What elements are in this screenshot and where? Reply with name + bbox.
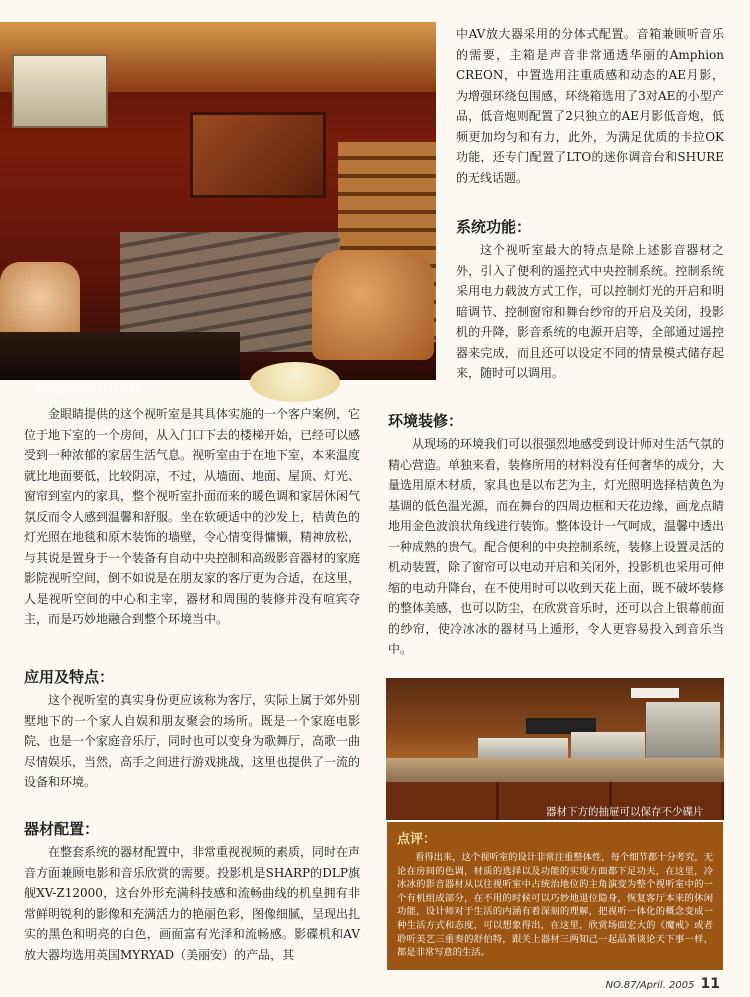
- power-outlet: [631, 688, 679, 698]
- armchair: [312, 250, 434, 360]
- section-application: [24, 666, 360, 793]
- section-environment: [388, 410, 724, 660]
- system-text: 这个视听室最大的特点是除上述影音器材之外，引入了便利的遥控式中央控制系统。控制系统采用电力载波方式工作，可以控制灯光的开启和明暗调节、控制窗帘和舞台纱帘的开启及关闭，投影机的升降，影音系统的电源开启等，全部通过遥控器来完成，而且还可以设定不同的情景模式储存起来，随时可以调用。: [456, 243, 724, 380]
- equipment-photo: [386, 678, 724, 820]
- section-intro: [24, 404, 360, 630]
- projector-mount: [12, 54, 108, 128]
- page-footer: [606, 976, 720, 992]
- intro-text: 金眼睛提供的这个视听室是其具体实施的一个客户案例，它位于地下室的一个房间，从入门口下去的楼梯开始，已经可以感受到一种浓郁的家居生活气息。视听室由于在地下室，本来温度就比地面要低，比较阴凉，不过，从墙面、地面、屋顶、灯光、窗帘到室内的家具，整个视听室扑面而来的暖色调和家居休闲气氛反而令人感到温馨和舒服。坐在软硬适中的沙发上，桔黄色的灯光照在地毯和原木装饰的墙壁，令心情变得慵懒，精神放松，与其说是置身于一个装备有自动中央控制和高级影音器材的家庭影院视听空间，倒不如说是在朋友家的客厅更为合适，在这里，人是视听空间的中心和主宰，器材和周围的装修并没有喧宾夺主，而是巧妙地融合到整个环境当中。: [24, 407, 361, 626]
- home-theater-photo: [0, 22, 436, 396]
- section-equipment: [24, 818, 360, 965]
- ottoman: [250, 362, 340, 402]
- comment-text: 看得出来，这个视听室的设计非常注重整体性，每个细节都十分考究，无论在房间的色调，材质的选择以及功能的实现方面都下足功夫，在这里，冷冰冰的影音器材从以往视听室中占统治地位的主角演变为整个视听室中的一个有机组成部分，在不用的时候可以巧妙地退位隐身，恢复客厅本来的休闲功能，设计师对于生活的内涵有着深刻的理解，把视听一体化的概念变成一种生活方式和态度，可以想象得出，在这里，欣赏场面宏大的《魔戒》或者聆听美艺三重奏的舒伯特，跟关上器材三两知己一起品茶谈论天下事一样，都是非常写意的生活。: [397, 852, 713, 959]
- environment-heading: 环境装修：: [388, 412, 464, 430]
- equipment-text: 在整套系统的器材配置中，非常重视视频的素质，同时在声音方面兼顾电影和音乐欣赏的需要。投影机是SHARP的DLP旗舰XV-Z12000，这台外形充满科技感和流畅曲线的机皇拥有非常鲜明锐利的影像和充满活力的艳丽色彩，图像细腻，呈现出扎实的黑色和明亮的白色，画面富有光泽和流畅感。影碟机和AV放大器均选用英国MYRYAD（美丽安）的产品，其: [24, 845, 361, 962]
- counter-top: [386, 758, 724, 782]
- page-number: 11: [700, 976, 720, 992]
- comment-title: 点评：: [397, 832, 437, 847]
- wall-panel: [190, 112, 326, 198]
- issue-label: NO.87/April. 2005: [605, 980, 695, 991]
- av-amplifier: [571, 732, 645, 760]
- photo2-caption: 器材下方的抽屉可以保存不少碟片: [546, 806, 704, 818]
- photo1-caption: 投影机吊架可以电动升降: [24, 384, 140, 396]
- section-system: [456, 216, 724, 384]
- equipment-continued-text: 中AV放大器采用的分体式配置。音箱兼顾听音乐的需要，主箱是声音非常通透华丽的Amphion CREON，中置选用注重质感和动态的AE月影，为增强环绕包围感，环绕箱选用了3对AE的小型产品，低音炮则配置了2只独立的AE月影低音炮，低频更加均匀和有力，此外，为满足优质的卡拉OK功能，还专门配置了LTO的迷你调音台和SHURE的无线话题。: [456, 27, 724, 185]
- application-heading: 应用及特点：: [24, 668, 115, 686]
- dvd-player: [478, 738, 568, 760]
- glass-table: [0, 332, 240, 380]
- application-text: 这个视听室的真实身份更应该称为客厅，实际上属于郊外别墅地下的一个家人自娱和朋友聚会的场所。既是一个家庭电影院、也是一个家庭音乐厅，同时也可以变身为歌舞厅，高歌一曲尽情娱乐，当然，高手之间进行游戏挑战，这里也提供了一流的设备和环境。: [24, 693, 361, 789]
- power-amplifier: [646, 702, 720, 760]
- equipment-heading: 器材配置：: [24, 820, 100, 838]
- equipment-continued: [456, 24, 724, 188]
- comment-box: [387, 822, 723, 970]
- system-heading: 系统功能：: [456, 218, 532, 236]
- environment-text: 从现场的环境我们可以很强烈地感受到设计师对生活气氛的精心营造。单独来看，装修所用的材料没有任何奢华的成分，大量选用原木材质，家具也是以布艺为主，灯光照明选择桔黄色为基调的低色温光源，而在舞台的四周边框和天花边缘，画龙点睛地用金色波浪状角线进行装饰。整体设计一气呵成，温馨中透出一种成熟的贵气。配合便利的中央控制系统，装修上设置灵活的机动装置，除了窗帘可以电动开启和关闭外，投影机也采用可伸缩的电动升降台，在不使用时可以收到天花上面，既不破坏装修的整体美感，也可以防尘，在欣赏音乐时，还可以合上银幕前面的纱帘，使冷冰冰的器材马上遁形，令人更容易投入到音乐当中。: [388, 437, 725, 656]
